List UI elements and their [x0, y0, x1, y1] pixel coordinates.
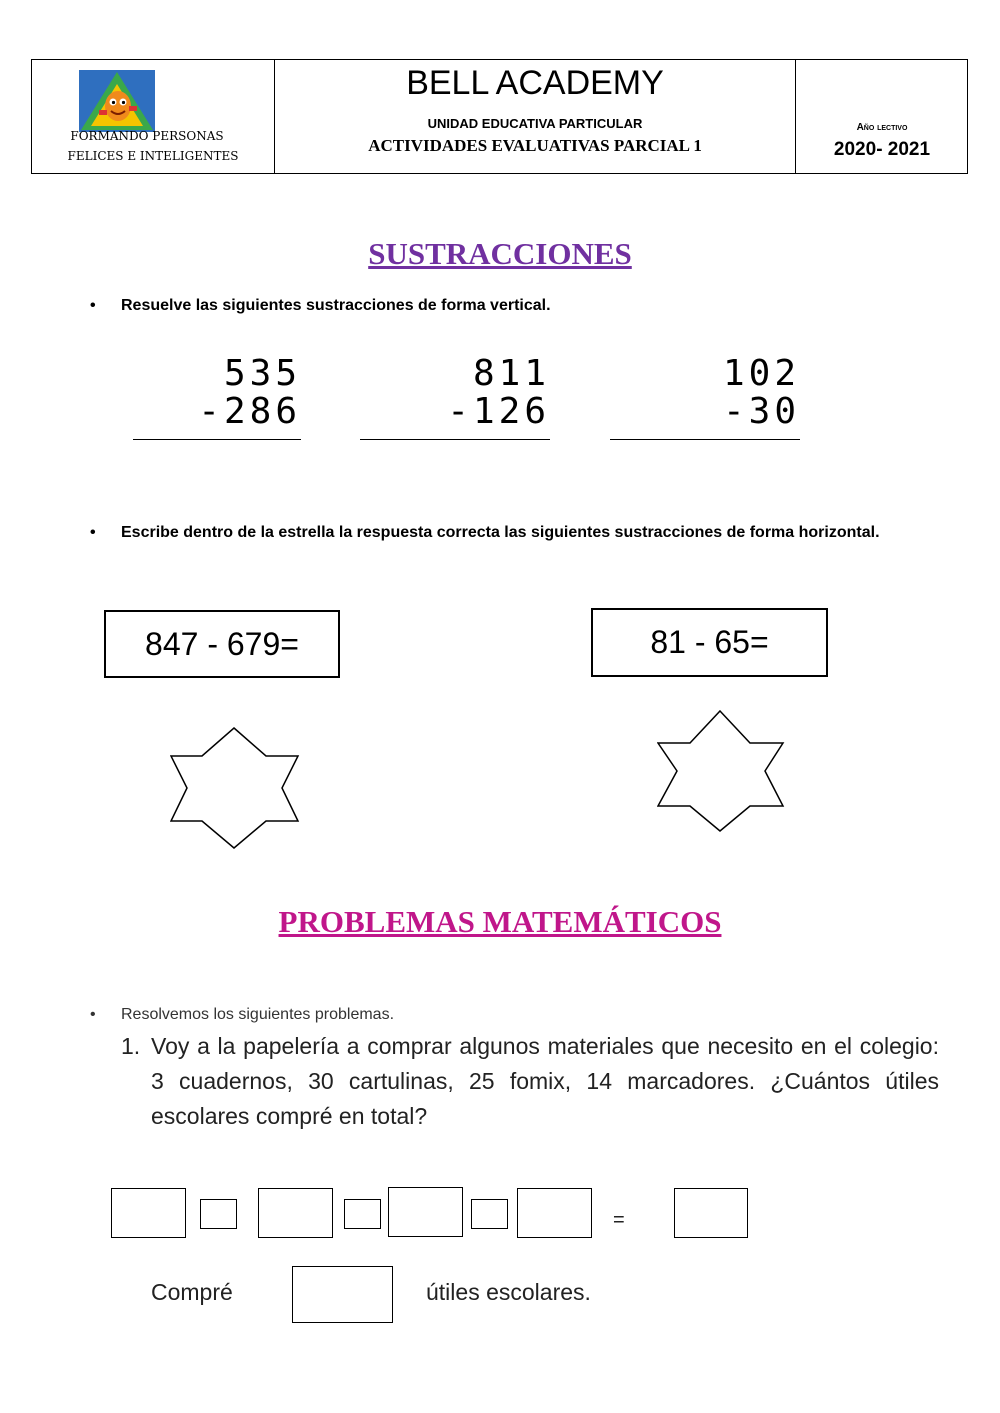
horizontal-subtraction-1: 847 - 679= — [104, 610, 340, 678]
instruction-vertical-text: Resuelve las siguientes sustracciones de forma vertical. — [121, 297, 551, 314]
operand-box-4[interactable] — [517, 1188, 592, 1238]
vertical-subtraction-3 — [610, 355, 800, 440]
instruction-problems-text: Resolvemos los siguientes problemas. — [121, 1006, 395, 1023]
operator-box-1[interactable] — [200, 1199, 237, 1229]
section-title-sustracciones: SUSTRACCIONES — [368, 236, 632, 271]
problem-text: Voy a la papelería a comprar algunos materiales que necesito en el colegio: 3 cuadernos, 30 cartulinas, 25 fomix, 14 marcadores. ¿Cuántos útiles escolares compré en total? — [151, 1033, 939, 1129]
six-point-star-icon[interactable] — [170, 726, 300, 850]
answer-line[interactable] — [610, 439, 800, 440]
operand-box-1[interactable] — [111, 1188, 186, 1238]
school-logo-icon — [79, 70, 155, 132]
operator-box-3[interactable] — [471, 1199, 508, 1229]
section-title-problemas: PROBLEMAS MATEMÁTICOS — [278, 904, 722, 939]
answer-line[interactable] — [360, 439, 550, 440]
minuend: 811 — [472, 353, 550, 394]
school-year-label: Año lectivo — [856, 122, 908, 133]
operand-box-2[interactable] — [258, 1188, 333, 1238]
bullet-icon: • — [90, 1006, 96, 1023]
instruction-horizontal-text: Escribe dentro de la estrella la respuesta correcta las siguientes sustracciones de forma horizontal. — [121, 524, 880, 541]
answer-prefix: Compré — [151, 1279, 233, 1305]
operand-box-3[interactable] — [388, 1187, 463, 1237]
subtrahend: -30 — [722, 391, 800, 432]
six-point-star-icon[interactable] — [657, 709, 785, 833]
total-answer-box[interactable] — [292, 1266, 393, 1323]
vertical-subtraction-2 — [360, 355, 550, 440]
answer-line[interactable] — [133, 439, 301, 440]
header-year-cell — [796, 60, 968, 173]
minuend: 535 — [223, 353, 301, 394]
header-logo-cell — [32, 60, 275, 173]
school-unit: UNIDAD EDUCATIVA PARTICULAR — [427, 116, 643, 131]
bullet-icon: • — [90, 297, 96, 314]
header-title-cell — [275, 60, 796, 173]
motto-line-1: FORMANDO PERSONAS — [70, 129, 224, 143]
motto-line-2: FELICES E INTELIGENTES — [67, 149, 239, 163]
subtrahend: -286 — [198, 391, 301, 432]
activities-title: ACTIVIDADES EVALUATIVAS PARCIAL 1 — [368, 136, 702, 155]
problem-number: 1. — [121, 1033, 141, 1059]
operator-box-2[interactable] — [344, 1199, 381, 1229]
school-name: BELL ACADEMY — [406, 64, 664, 102]
horizontal-subtraction-2: 81 - 65= — [591, 608, 828, 677]
school-year-value: 2020- 2021 — [833, 139, 931, 160]
minuend: 102 — [722, 353, 800, 394]
bullet-icon: • — [90, 524, 96, 541]
result-box[interactable] — [674, 1188, 748, 1238]
document-header — [31, 59, 968, 174]
subtrahend: -126 — [447, 391, 550, 432]
problem-1 — [121, 1029, 939, 1139]
vertical-subtraction-1 — [133, 355, 301, 440]
equals-sign: = — [613, 1209, 625, 1231]
answer-suffix: útiles escolares. — [426, 1279, 591, 1305]
